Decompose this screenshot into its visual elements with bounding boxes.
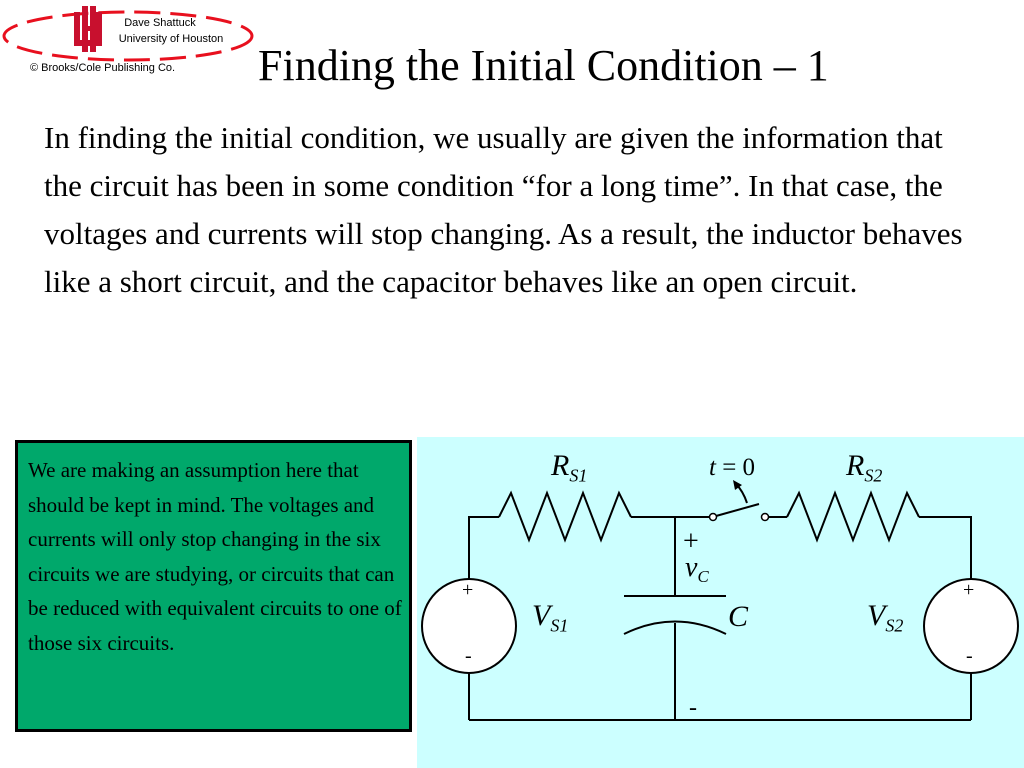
rs2-label: $R_{S2}$ [846, 449, 883, 486]
vc-label: $v_C$ [685, 552, 709, 586]
switch-contact-right [762, 514, 769, 521]
logo-author: Dave Shattuck [124, 17, 196, 29]
switch-time-label: t = 0 [709, 454, 756, 481]
university-logo [0, 0, 260, 90]
vc-minus-label: - [689, 695, 697, 721]
slide-title: Finding the Initial Condition – 1 [258, 41, 829, 90]
capacitor-label: C [728, 600, 749, 633]
vs1-minus-label: - [465, 645, 472, 667]
vs1-plus-label: + [462, 579, 474, 601]
vc-plus-label: + [683, 526, 699, 557]
vs2-minus-label: - [966, 645, 973, 667]
logo-university: University of Houston [118, 33, 224, 45]
vs2-label: $V_{S2}$ [867, 599, 904, 636]
uh-interlocking-mark-icon [74, 6, 102, 52]
switch-contact-left [710, 514, 717, 521]
vs1-label: $V_{S1}$ [532, 599, 569, 636]
assumption-note-box [15, 440, 412, 732]
logo-copyright: © Brooks/Cole Publishing Co. [30, 62, 176, 74]
assumption-note-text: We are making an assumption here that should be kept in mind. The voltages and currents will only stop changing in the six circuits we are studying, or circuits that can be reduced with equivalent circuits to one of those six circuits. [28, 458, 402, 655]
rs1-label: $R_{S1}$ [551, 449, 588, 486]
circuit-diagram [417, 437, 1024, 768]
logo-graphic [0, 0, 260, 90]
body-paragraph: In finding the initial condition, we usually are given the information that the circuit has been in some condition “for a long time”. In that case, the voltages and currents will stop changing. As a result, the inductor behaves like a short circuit, and the capacitor behaves like an open circuit. [44, 120, 963, 299]
circuit-schematic [417, 437, 1024, 768]
vs2-plus-label: + [963, 579, 975, 601]
